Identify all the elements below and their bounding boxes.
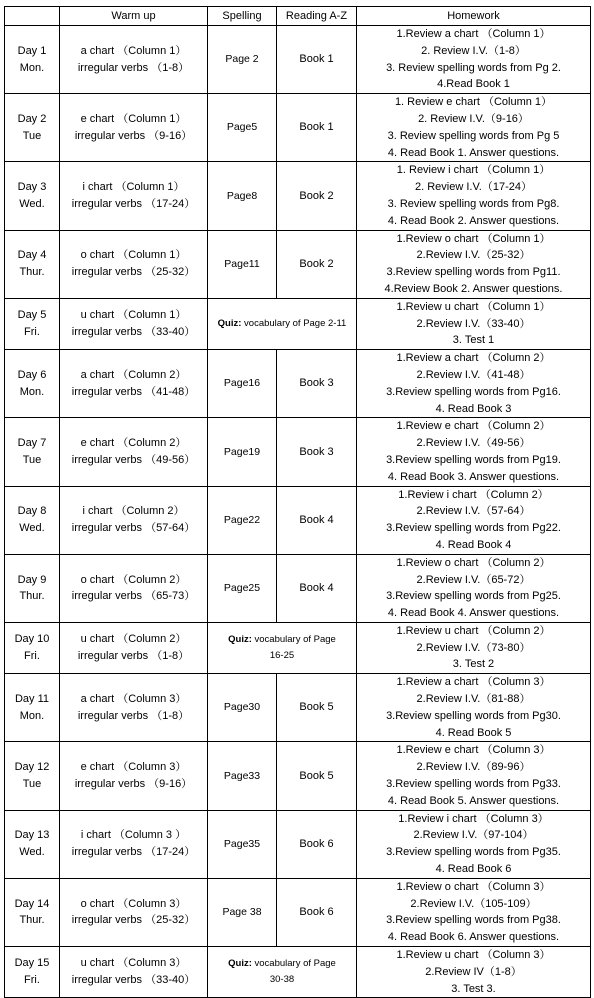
warmup-chart: a chart （Column 3）: [80, 693, 187, 706]
warmup-cell: [60, 878, 208, 946]
weekday-label: Tue: [22, 778, 42, 791]
reading-cell: Book 2: [277, 230, 357, 298]
table-row: [5, 418, 591, 486]
warmup-verbs: irregular verbs （25-32）: [71, 914, 196, 927]
table-row: [5, 947, 591, 998]
homework-item: 1.Review a chart （Column 3）: [396, 676, 551, 689]
homework-cell: [357, 162, 591, 230]
warmup-verbs: irregular verbs （57-64）: [71, 522, 196, 535]
quiz-text-line2: 16-25: [269, 650, 295, 662]
spelling-cell: Page19: [208, 418, 277, 486]
table-row: [5, 878, 591, 946]
warmup-verbs: irregular verbs （17-24）: [71, 846, 196, 859]
homework-item: 4. Read Book 4. Answer questions.: [387, 607, 560, 620]
table-row: [5, 162, 591, 230]
header-warmup: Warm up: [60, 7, 208, 26]
spelling-cell: Page25: [208, 554, 277, 622]
day-cell: [5, 350, 60, 418]
homework-cell: [357, 810, 591, 878]
weekday-label: Mon.: [19, 709, 45, 722]
homework-item: 2.Review I.V.（57-64）: [416, 505, 531, 518]
warmup-cell: [60, 674, 208, 742]
warmup-cell: [60, 230, 208, 298]
table-row: [5, 742, 591, 810]
warmup-chart: u chart （Column 3）: [80, 957, 187, 970]
header-spelling: Spelling: [208, 7, 277, 26]
homework-item: 1.Review a chart （Column 2）: [396, 352, 551, 365]
table-row: [5, 810, 591, 878]
warmup-cell: [60, 298, 208, 349]
quiz-line: [208, 956, 356, 973]
homework-item: 2.Review I.V.（49-56）: [416, 437, 531, 450]
day-cell: [5, 622, 60, 673]
day-label: Day 5: [17, 309, 47, 322]
quiz-line: [208, 316, 356, 333]
homework-item: 4. Read Book 3. Answer questions.: [387, 470, 560, 483]
warmup-verbs: irregular verbs （41-48）: [71, 385, 196, 398]
day-cell: [5, 230, 60, 298]
warmup-cell: [60, 418, 208, 486]
homework-item: 3.Review spelling words from Pg35.: [386, 846, 561, 859]
day-label: Day 2: [17, 112, 47, 125]
spelling-cell: Page16: [208, 350, 277, 418]
warmup-chart: e chart （Column 1）: [80, 112, 187, 125]
reading-cell: Book 6: [277, 878, 357, 946]
quiz-label: Quiz:: [228, 957, 252, 969]
day-cell: [5, 298, 60, 349]
warmup-chart: i chart （Column 3 ）: [80, 829, 187, 842]
table-row: [5, 298, 591, 349]
day-label: Day 1: [17, 44, 47, 57]
quiz-text: vocabulary of Page: [251, 957, 336, 969]
warmup-verbs: irregular verbs （25-32）: [71, 266, 196, 279]
homework-item: 3.Review spelling words from Pg38.: [386, 914, 561, 927]
warmup-cell: [60, 486, 208, 554]
weekday-label: Thur.: [19, 590, 45, 603]
homework-item: 3.Review spelling words from Pg19.: [386, 453, 561, 466]
schedule-body: [5, 26, 591, 998]
warmup-chart: a chart （Column 1）: [80, 44, 187, 57]
homework-item: 2.Review I.V.（81-88）: [416, 693, 531, 706]
warmup-chart: o chart （Column 3）: [80, 897, 187, 910]
homework-item: 4. Read Book 2. Answer questions.: [387, 214, 560, 227]
warmup-verbs: irregular verbs （1-8）: [77, 709, 190, 722]
quiz-text-line2: 30-38: [269, 974, 295, 986]
warmup-cell: [60, 554, 208, 622]
weekday-label: Mon.: [19, 61, 45, 74]
day-label: Day 4: [17, 249, 47, 262]
warmup-cell: [60, 26, 208, 94]
homework-cell: [357, 486, 591, 554]
homework-item: 3. Test 3.: [451, 982, 496, 995]
reading-cell: Book 6: [277, 810, 357, 878]
day-cell: [5, 486, 60, 554]
homework-item: 1.Review o chart （Column 3）: [396, 880, 551, 893]
homework-item: 1.Review o chart （Column 1）: [396, 232, 551, 245]
homework-item: 4.Read Book 1: [437, 78, 510, 91]
spelling-cell: Page11: [208, 230, 277, 298]
weekday-label: Wed.: [19, 846, 45, 859]
warmup-verbs: irregular verbs （33-40）: [71, 974, 196, 987]
homework-item: 1.Review u chart （Column 1）: [396, 300, 551, 313]
homework-cell: [357, 947, 591, 998]
homework-item: 2.Review I.V.（97-104）: [413, 829, 534, 842]
warmup-chart: a chart （Column 2）: [80, 368, 187, 381]
quiz-line: [208, 632, 356, 649]
homework-item: 3. Review spelling words from Pg 5: [387, 129, 560, 142]
homework-item: 1.Review e chart （Column 3）: [396, 744, 551, 757]
day-label: Day 8: [17, 505, 47, 518]
homework-item: 1.Review o chart （Column 2）: [396, 556, 551, 569]
homework-item: 3.Review spelling words from Pg22.: [386, 522, 561, 535]
homework-cell: [357, 622, 591, 673]
homework-item: 4. Read Book 1. Answer questions.: [387, 146, 560, 159]
warmup-cell: [60, 350, 208, 418]
warmup-verbs: irregular verbs （1-8）: [77, 61, 190, 74]
homework-cell: [357, 742, 591, 810]
warmup-chart: e chart （Column 2）: [80, 437, 187, 450]
reading-cell: Book 1: [277, 94, 357, 162]
warmup-cell: [60, 622, 208, 673]
table-row: [5, 230, 591, 298]
spelling-cell: Page30: [208, 674, 277, 742]
header-homework: Homework: [357, 7, 591, 26]
weekday-label: Fri.: [24, 650, 40, 663]
quiz-label: Quiz:: [228, 633, 252, 645]
warmup-chart: u chart （Column 1）: [80, 309, 187, 322]
homework-item: 4. Read Book 6. Answer questions.: [387, 931, 560, 944]
homework-cell: [357, 878, 591, 946]
table-row: [5, 674, 591, 742]
weekday-label: Wed.: [19, 197, 45, 210]
reading-cell: Book 3: [277, 418, 357, 486]
warmup-verbs: irregular verbs （65-73）: [71, 590, 196, 603]
homework-item: 3.Review spelling words from Pg25.: [386, 590, 561, 603]
homework-cell: [357, 230, 591, 298]
homework-item: 4. Read Book 3: [435, 402, 512, 415]
homework-item: 2. Review I.V.（17-24）: [415, 181, 532, 194]
weekday-label: Wed.: [19, 522, 45, 535]
day-cell: [5, 947, 60, 998]
weekday-label: Mon.: [19, 385, 45, 398]
day-label: Day 13: [14, 829, 50, 842]
weekday-label: Fri.: [24, 325, 40, 338]
day-label: Day 11: [14, 693, 50, 706]
quiz-label: Quiz:: [217, 317, 242, 329]
warmup-cell: [60, 810, 208, 878]
reading-cell: Book 1: [277, 26, 357, 94]
weekday-label: Tue: [22, 129, 42, 142]
reading-cell: Book 4: [277, 486, 357, 554]
homework-item: 2.Review I.V.（89-96）: [416, 761, 531, 774]
day-cell: [5, 878, 60, 946]
homework-item: 4.Review Book 2. Answer questions.: [384, 282, 563, 295]
spelling-cell: Page5: [208, 94, 277, 162]
table-row: [5, 486, 591, 554]
day-cell: [5, 26, 60, 94]
homework-cell: [357, 418, 591, 486]
header-reading: Reading A-Z: [277, 7, 357, 26]
reading-cell: Book 5: [277, 674, 357, 742]
homework-cell: [357, 350, 591, 418]
homework-item: 2.Review IV（1-8）: [425, 965, 522, 978]
spelling-cell: Page22: [208, 486, 277, 554]
homework-item: 1. Review i chart （Column 1）: [396, 164, 551, 177]
weekday-label: Tue: [22, 453, 42, 466]
warmup-chart: o chart （Column 1）: [80, 249, 187, 262]
weekday-label: Thur.: [19, 266, 45, 279]
homework-item: 3.Review spelling words from Pg16.: [386, 385, 561, 398]
homework-item: 2.Review I.V.（25-32）: [416, 249, 531, 262]
homework-cell: [357, 26, 591, 94]
reading-cell: Book 4: [277, 554, 357, 622]
homework-item: 4. Read Book 5. Answer questions.: [387, 794, 560, 807]
weekday-label: Thur.: [19, 914, 45, 927]
warmup-verbs: irregular verbs （49-56）: [71, 453, 196, 466]
day-cell: [5, 418, 60, 486]
quiz-text: vocabulary of Page 2-11: [241, 317, 347, 329]
homework-cell: [357, 674, 591, 742]
spelling-cell: Page35: [208, 810, 277, 878]
day-cell: [5, 674, 60, 742]
homework-cell: [357, 554, 591, 622]
day-label: Day 14: [14, 897, 50, 910]
day-cell: [5, 742, 60, 810]
warmup-verbs: irregular verbs （9-16）: [74, 129, 193, 142]
header-row: [5, 7, 591, 26]
homework-cell: [357, 298, 591, 349]
quiz-cell: [208, 947, 357, 998]
homework-item: 3.Review spelling words from Pg11.: [386, 266, 561, 279]
homework-item: 1. Review e chart （Column 1）: [394, 96, 553, 109]
warmup-verbs: irregular verbs （1-8）: [77, 650, 190, 663]
homework-item: 3. Test 2: [452, 658, 495, 671]
homework-item: 3. Review spelling words from Pg 2.: [386, 61, 561, 74]
homework-item: 4. Read Book 6: [435, 863, 512, 876]
day-cell: [5, 810, 60, 878]
reading-cell: Book 5: [277, 742, 357, 810]
table-row: [5, 554, 591, 622]
warmup-chart: o chart （Column 2）: [80, 573, 187, 586]
day-cell: [5, 94, 60, 162]
homework-item: 3. Review spelling words from Pg8.: [387, 197, 560, 210]
day-label: Day 15: [14, 957, 50, 970]
homework-item: 4. Read Book 4: [435, 538, 512, 551]
day-label: Day 6: [17, 368, 47, 381]
weekday-label: Fri.: [24, 974, 40, 987]
homework-item: 2.Review I.V.（105-109）: [410, 897, 537, 910]
day-label: Day 12: [14, 761, 50, 774]
homework-item: 3.Review spelling words from Pg30.: [386, 709, 561, 722]
homework-item: 3.Review spelling words from Pg33.: [386, 778, 561, 791]
quiz-text: vocabulary of Page: [251, 633, 336, 645]
homework-cell: [357, 94, 591, 162]
warmup-verbs: irregular verbs （9-16）: [74, 778, 193, 791]
homework-item: 2.Review I.V.（41-48）: [416, 368, 531, 381]
header-day: [5, 7, 60, 26]
warmup-cell: [60, 162, 208, 230]
homework-item: 2. Review I.V.（9-16）: [418, 112, 529, 125]
spelling-cell: Page33: [208, 742, 277, 810]
spelling-cell: Page 2: [208, 26, 277, 94]
homework-item: 1.Review i chart （Column 2）: [398, 488, 549, 501]
homework-item: 1.Review e chart （Column 2）: [396, 420, 551, 433]
warmup-chart: e chart （Column 3）: [80, 761, 187, 774]
spelling-cell: Page8: [208, 162, 277, 230]
warmup-cell: [60, 94, 208, 162]
warmup-cell: [60, 947, 208, 998]
warmup-chart: i chart （Column 1）: [82, 181, 185, 194]
homework-item: 4. Read Book 5: [435, 726, 512, 739]
homework-item: 1.Review i chart （Column 3）: [398, 812, 549, 825]
homework-item: 1.Review u chart （Column 2）: [396, 624, 551, 637]
homework-item: 2. Review I.V.（1-8）: [421, 44, 526, 57]
table-row: [5, 26, 591, 94]
day-label: Day 3: [17, 181, 47, 194]
schedule-table: [4, 6, 591, 998]
homework-item: 1.Review u chart （Column 3）: [396, 949, 551, 962]
homework-item: 2.Review I.V.（65-72）: [416, 573, 531, 586]
day-label: Day 7: [17, 437, 47, 450]
day-label: Day 9: [17, 573, 47, 586]
homework-item: 2.Review I.V.（73-80）: [416, 641, 531, 654]
homework-item: 2.Review I.V.（33-40）: [416, 317, 531, 330]
quiz-cell: [208, 298, 357, 349]
table-row: [5, 94, 591, 162]
day-label: Day 10: [14, 633, 50, 646]
warmup-verbs: irregular verbs （33-40）: [71, 325, 196, 338]
reading-cell: Book 3: [277, 350, 357, 418]
day-cell: [5, 162, 60, 230]
warmup-cell: [60, 742, 208, 810]
table-row: [5, 350, 591, 418]
homework-item: 3. Test 1: [452, 334, 495, 347]
quiz-cell: [208, 622, 357, 673]
warmup-chart: u chart （Column 2）: [80, 633, 187, 646]
homework-item: 1.Review a chart （Column 1）: [396, 28, 551, 40]
day-cell: [5, 554, 60, 622]
reading-cell: Book 2: [277, 162, 357, 230]
warmup-verbs: irregular verbs （17-24）: [71, 197, 196, 210]
table-row: [5, 622, 591, 673]
warmup-chart: i chart （Column 2）: [82, 505, 185, 518]
spelling-cell: Page 38: [208, 878, 277, 946]
